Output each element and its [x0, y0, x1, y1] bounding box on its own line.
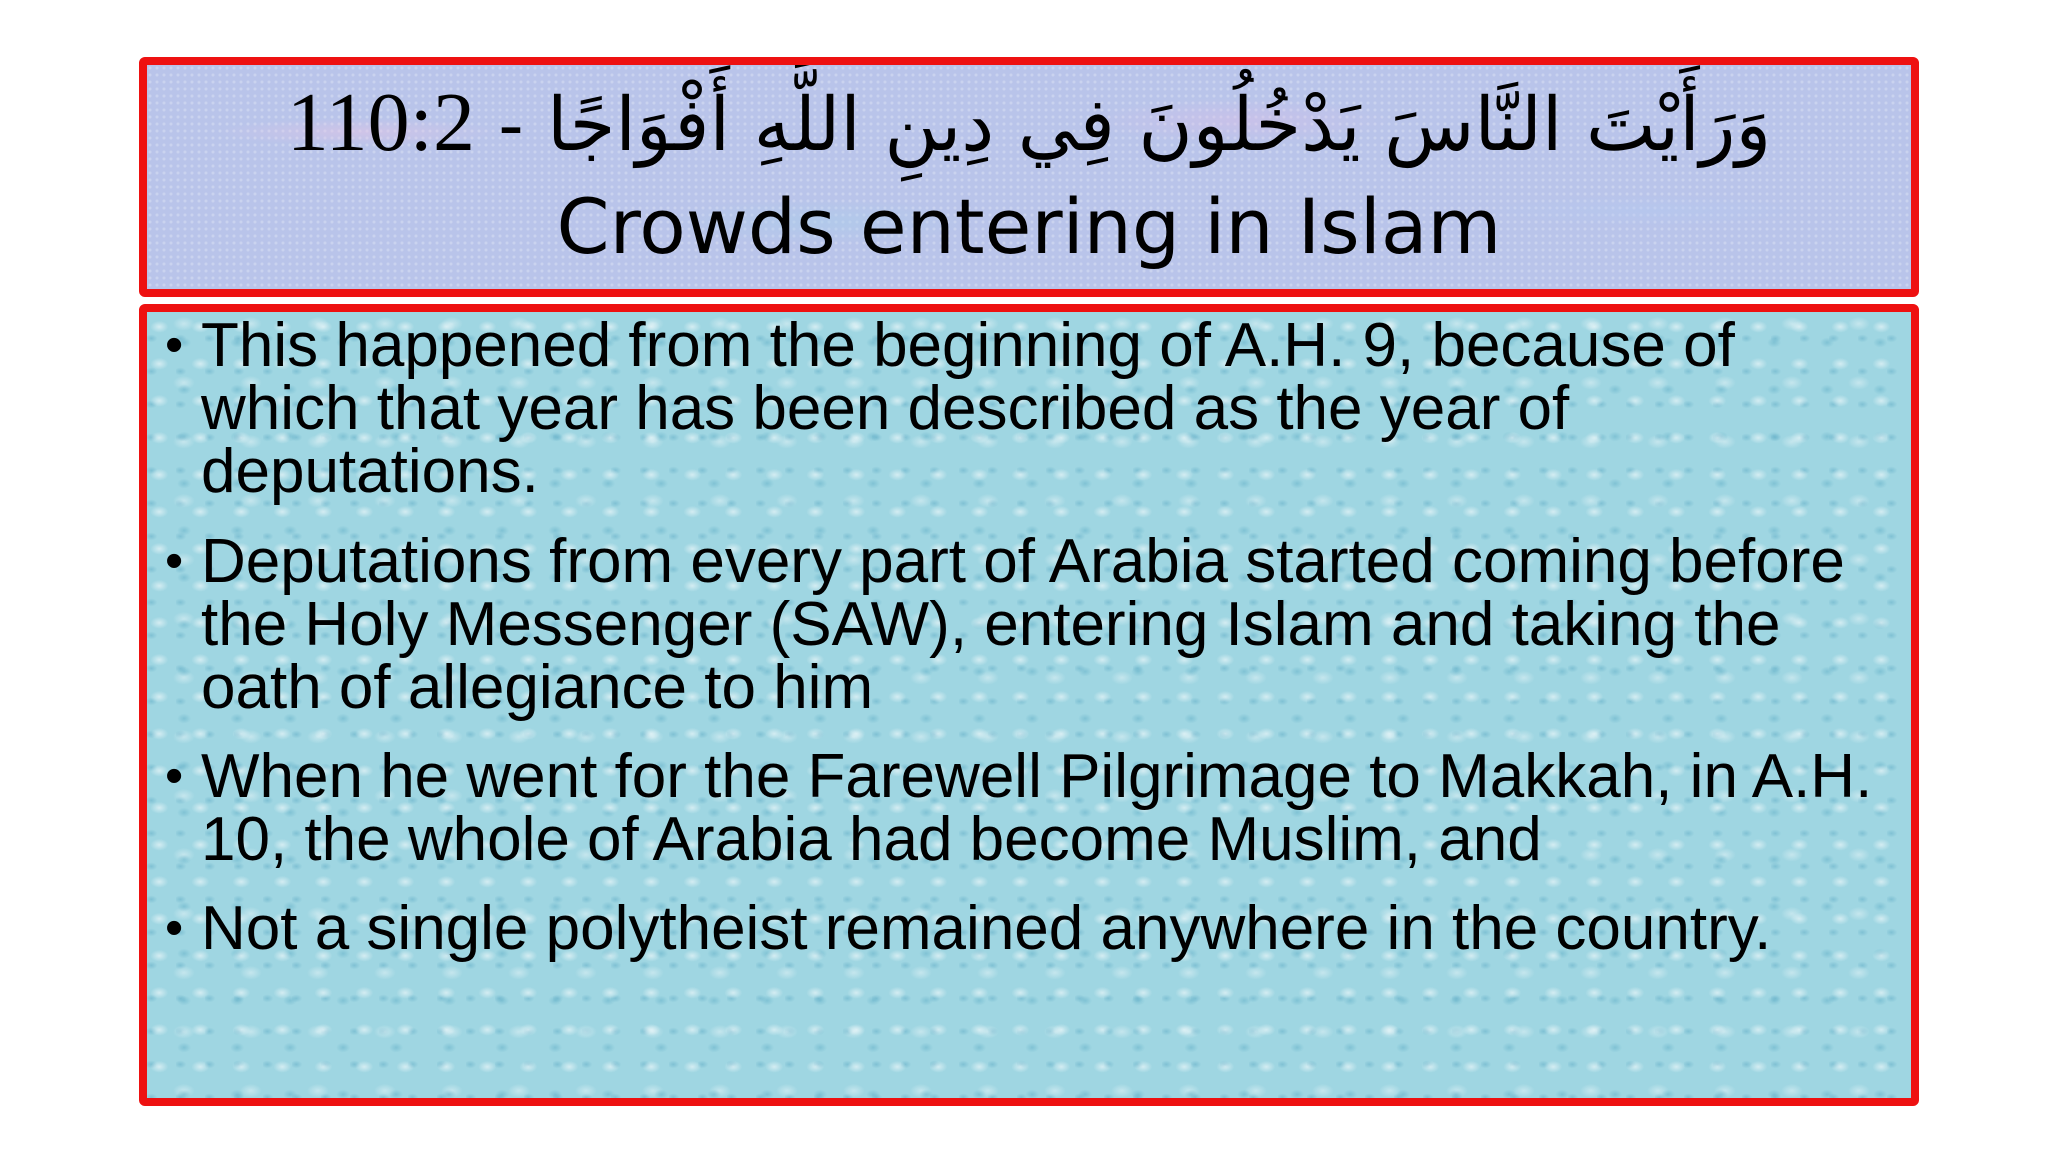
- verse-reference: 110:2: [286, 76, 475, 169]
- bullet-text: This happened from the beginning of A.H. 9, because of which that year has been described as the year of deputations.: [201, 311, 1735, 506]
- bullet-item: [165, 527, 1901, 722]
- slide-heading: Crowds entering in Islam: [556, 182, 1502, 271]
- verse-separator: -: [474, 82, 548, 168]
- verse-line: [147, 73, 1911, 175]
- bullet-item: [165, 894, 1901, 963]
- title-box: [139, 57, 1919, 297]
- bullet-text: Deputations from every part of Arabia started coming before the Holy Messenger (SAW), entering Islam and taking the oath of allegiance to him: [201, 527, 1845, 722]
- bullet-icon: •: [165, 532, 184, 590]
- arabic-verse: وَرَأَيْتَ النَّاسَ يَدْخُلُونَ فِي دِينِ اللَّهِ أَفْوَاجًا: [547, 82, 1772, 168]
- bullet-text: When he went for the Farewell Pilgrimage to Makkah, in A.H. 10, the whole of Arabia had become Muslim, and: [201, 742, 1873, 874]
- bullet-icon: •: [165, 747, 184, 805]
- bullet-item: [165, 311, 1901, 506]
- bullet-icon: •: [165, 899, 184, 957]
- bullet-item: [165, 742, 1901, 874]
- bullet-icon: •: [165, 316, 184, 374]
- bullet-text: Not a single polytheist remained anywhere in the country.: [201, 894, 1772, 963]
- bullet-list: [165, 311, 1901, 963]
- content-box: [139, 304, 1919, 1106]
